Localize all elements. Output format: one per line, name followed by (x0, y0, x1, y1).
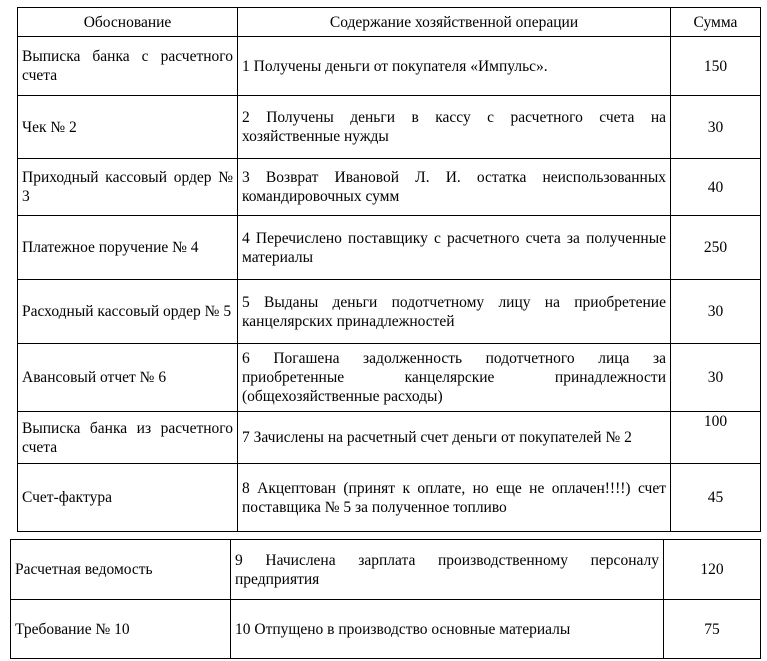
table-row (18, 216, 761, 280)
cell-amount: 100 (671, 412, 761, 464)
table-row (18, 412, 761, 464)
cell-operation: 10 Отпущено в производство основные материалы (231, 600, 664, 659)
cell-basis: Выписка банка из расчетного счета (18, 412, 238, 464)
cell-basis: Авансовый отчет № 6 (18, 344, 238, 412)
cell-amount: 30 (671, 344, 761, 412)
cell-basis: Требование № 10 (11, 600, 231, 659)
cell-basis: Платежное поручение № 4 (18, 216, 238, 280)
cell-amount: 250 (671, 216, 761, 280)
cell-operation: 4 Перечислено поставщику с расчетного счета за полученные материалы (238, 216, 671, 280)
cell-operation: 2 Получены деньги в кассу с расчетного счета на хозяйственные нужды (238, 96, 671, 159)
cell-basis: Счет-фактура (18, 464, 238, 532)
cell-operation: 5 Выданы деньги подотчетному лицу на приобретение канцелярских принадлежностей (238, 280, 671, 344)
table-row (18, 280, 761, 344)
cell-amount: 150 (671, 37, 761, 96)
table-row (18, 464, 761, 532)
cell-basis: Выписка банка с расчетного счета (18, 37, 238, 96)
header-basis: Обоснование (18, 8, 238, 37)
cell-amount: 30 (671, 280, 761, 344)
cell-amount: 30 (671, 96, 761, 159)
table-row (18, 37, 761, 96)
cell-amount: 120 (664, 540, 761, 600)
cell-amount: 45 (671, 464, 761, 532)
table-row (18, 344, 761, 412)
cell-operation: 3 Возврат Ивановой Л. И. остатка неиспользованных командировочных сумм (238, 159, 671, 216)
table-header-row (18, 8, 761, 37)
operations-table (17, 7, 761, 532)
cell-basis: Расходный кассовый ордер № 5 (18, 280, 238, 344)
cell-operation: 8 Акцептован (принят к оплате, но еще не оплачен!!!!) счет поставщика № 5 за полученное топливо (238, 464, 671, 532)
operations-table-continued (10, 539, 761, 659)
cell-operation: 7 Зачислены на расчетный счет деньги от покупателей № 2 (238, 412, 671, 464)
table-row (18, 96, 761, 159)
header-amount: Сумма (671, 8, 761, 37)
table-row (11, 540, 761, 600)
cell-amount: 40 (671, 159, 761, 216)
cell-amount: 75 (664, 600, 761, 659)
cell-basis: Чек № 2 (18, 96, 238, 159)
table-row (11, 600, 761, 659)
cell-operation: 6 Погашена задолженность подотчетного лица за приобретенные канцелярские принадлежности (общехозяйственные расходы) (238, 344, 671, 412)
cell-basis: Расчетная ведомость (11, 540, 231, 600)
header-operation: Содержание хозяйственной операции (238, 8, 671, 37)
table-row (18, 159, 761, 216)
cell-operation: 9 Начислена зарплата производственному персоналу предприятия (231, 540, 664, 600)
cell-operation: 1 Получены деньги от покупателя «Импульс». (238, 37, 671, 96)
cell-basis: Приходный кассовый ордер № 3 (18, 159, 238, 216)
